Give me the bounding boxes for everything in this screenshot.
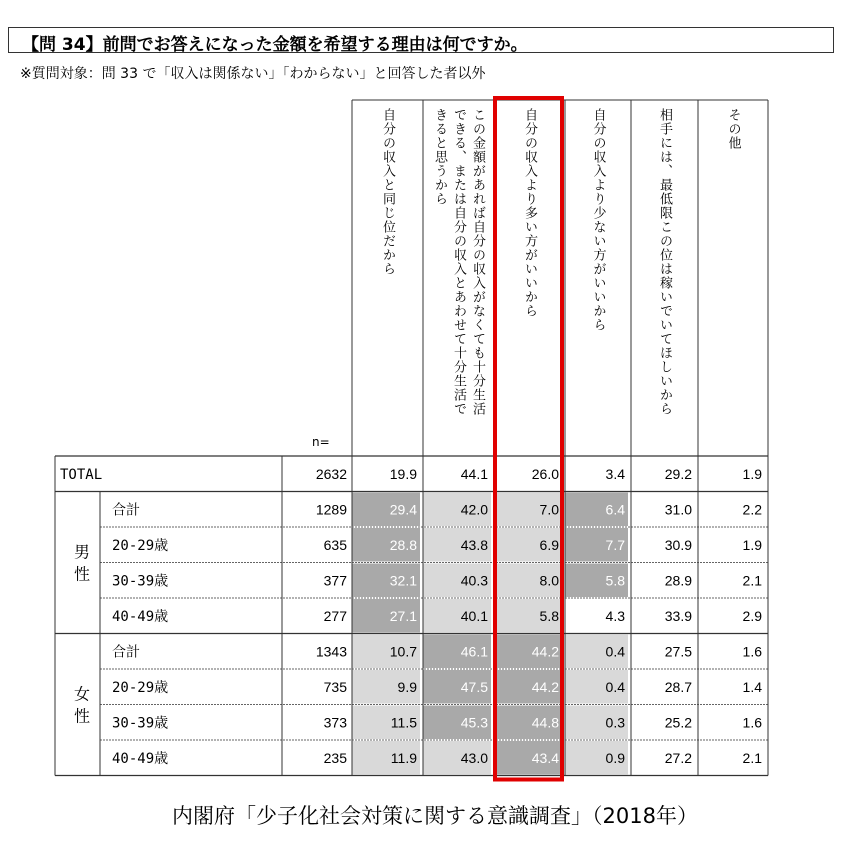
cell-value-2-0: 28.8	[389, 536, 417, 553]
cell-value-2-5: 1.9	[742, 536, 762, 553]
cell-value-3-3: 5.8	[605, 572, 625, 589]
cell-value-7-0: 11.5	[390, 714, 417, 731]
cell-value-7-4: 25.2	[664, 714, 692, 731]
cell-value-3-4: 28.9	[664, 572, 692, 589]
cell-value-2-2: 6.9	[539, 536, 559, 553]
cell-value-6-3: 0.4	[605, 678, 625, 695]
cell-value-5-4: 27.5	[664, 643, 692, 660]
row-n-4: 277	[323, 607, 347, 624]
cell-value-2-3: 7.7	[605, 536, 625, 553]
group-label-1-char-0: 女	[73, 684, 91, 704]
cell-value-2-1: 43.8	[460, 536, 488, 553]
cell-value-6-5: 1.4	[742, 678, 762, 695]
cell-value-3-2: 8.0	[539, 572, 559, 589]
source-caption: 内閣府「少子化社会対策に関する意識調査」（2018年）	[172, 804, 698, 828]
cell-value-1-0: 29.4	[389, 501, 417, 518]
cell-value-7-3: 0.3	[605, 714, 625, 731]
cell-value-0-0: 19.9	[389, 465, 417, 482]
table-title: 【問 34】前問でお答えになった金額を希望する理由は何ですか。	[22, 35, 528, 55]
cell-value-0-3: 3.4	[605, 465, 625, 482]
row-n-3: 377	[323, 572, 347, 589]
row-label-1: 合計	[112, 502, 140, 519]
column-header-2: 自分の収入より多い方がいいから	[522, 108, 537, 318]
row-label-4: 40-49歳	[112, 608, 169, 625]
cell-value-7-1: 45.3	[460, 714, 488, 731]
cell-value-4-1: 40.1	[460, 607, 488, 624]
cell-value-7-5: 1.6	[742, 714, 762, 731]
cell-value-4-3: 4.3	[605, 607, 625, 624]
n-label: n=	[312, 435, 330, 449]
cell-value-0-2: 26.0	[531, 465, 559, 482]
table-subtitle: ※質問対象：問 33 で「収入は関係ない」「わからない」と回答した者以外	[20, 66, 486, 82]
row-n-6: 735	[323, 678, 347, 695]
row-n-8: 235	[323, 749, 347, 766]
cell-value-1-4: 31.0	[664, 501, 692, 518]
cell-value-1-5: 2.2	[742, 501, 762, 518]
cell-value-5-3: 0.4	[605, 643, 625, 660]
cell-value-0-4: 29.2	[664, 465, 692, 482]
cell-value-4-4: 33.9	[664, 607, 692, 624]
cell-value-3-5: 2.1	[742, 572, 762, 589]
cell-value-8-2: 43.4	[531, 749, 559, 766]
cell-value-8-0: 11.9	[390, 749, 417, 766]
cell-value-5-5: 1.6	[742, 643, 762, 660]
row-n-0: 2632	[315, 465, 347, 482]
cell-value-6-0: 9.9	[397, 678, 417, 695]
column-header-5: その他	[725, 108, 741, 150]
column-header-0: 自分の収入と同じ位だから	[380, 108, 395, 276]
cell-value-6-1: 47.5	[460, 678, 488, 695]
row-label-7: 30-39歳	[112, 715, 169, 732]
column-header-4: 相手には、最低限この位は稼いでいてほしいから	[657, 108, 672, 416]
column-header-1-part1: できる、または自分の収入とあわせて十分生活で	[451, 108, 466, 416]
cell-value-8-1: 43.0	[460, 749, 488, 766]
cell-value-1-2: 7.0	[539, 501, 559, 518]
column-header-1: この金額があれば自分の収入がなくても十分生活	[470, 108, 485, 416]
row-label-2: 20-29歳	[112, 537, 169, 554]
cell-value-7-2: 44.8	[531, 714, 559, 731]
group-label-0-char-1: 性	[73, 564, 91, 584]
column-header-1-part2: きると思うから	[432, 108, 447, 206]
cell-value-1-3: 6.4	[605, 501, 625, 518]
cell-value-6-4: 28.7	[664, 678, 692, 695]
row-label-8: 40-49歳	[112, 750, 169, 767]
cell-value-0-5: 1.9	[742, 465, 762, 482]
cell-value-5-2: 44.2	[531, 643, 559, 660]
row-n-7: 373	[323, 714, 347, 731]
row-label-6: 20-29歳	[112, 679, 169, 696]
cell-value-3-0: 32.1	[389, 572, 417, 589]
cell-value-4-0: 27.1	[389, 607, 417, 624]
row-label-5: 合計	[112, 644, 140, 661]
row-n-5: 1343	[315, 643, 347, 660]
cell-value-5-1: 46.1	[460, 643, 488, 660]
cell-value-4-5: 2.9	[742, 607, 762, 624]
cell-value-3-1: 40.3	[460, 572, 488, 589]
cell-value-8-5: 2.1	[742, 749, 762, 766]
row-label-3: 30-39歳	[112, 573, 169, 590]
cell-value-4-2: 5.8	[539, 607, 559, 624]
cell-value-5-0: 10.7	[389, 643, 417, 660]
column-header-3: 自分の収入より少ない方がいいから	[590, 108, 606, 332]
cell-value-2-4: 30.9	[664, 536, 692, 553]
row-n-2: 635	[323, 536, 347, 553]
group-label-0-char-0: 男	[73, 542, 91, 562]
cell-value-6-2: 44.2	[531, 678, 559, 695]
cell-value-0-1: 44.1	[460, 465, 488, 482]
row-label-0: TOTAL	[60, 466, 103, 483]
row-n-1: 1289	[315, 501, 347, 518]
cell-value-1-1: 42.0	[460, 501, 488, 518]
cell-value-8-3: 0.9	[605, 749, 625, 766]
cell-value-8-4: 27.2	[664, 749, 692, 766]
group-label-1-char-1: 性	[73, 706, 91, 726]
